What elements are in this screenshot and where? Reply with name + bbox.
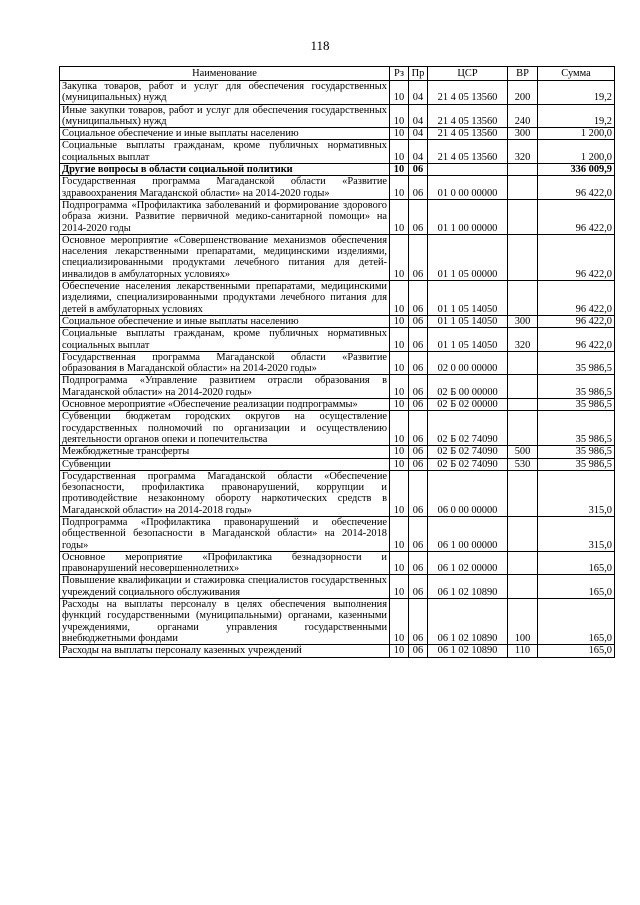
cell-pr: 06 — [409, 328, 428, 352]
cell-vr — [508, 176, 538, 200]
cell-pr: 06 — [409, 446, 428, 458]
cell-name: Социальные выплаты гражданам, кроме публичных нормативных социальных выплат — [60, 328, 390, 352]
header-rz: Рз — [390, 67, 409, 81]
table-row — [60, 315, 615, 327]
cell-pr: 06 — [409, 575, 428, 599]
cell-vr — [508, 351, 538, 375]
cell-sum: 165,0 — [538, 599, 615, 645]
cell-rz: 10 — [390, 399, 409, 411]
cell-csr: 06 1 02 10890 — [428, 645, 508, 657]
cell-csr: 06 0 00 00000 — [428, 470, 508, 516]
cell-csr — [428, 164, 508, 176]
cell-csr: 21 4 05 13560 — [428, 128, 508, 140]
cell-pr: 06 — [409, 458, 428, 470]
cell-vr: 320 — [508, 328, 538, 352]
cell-vr — [508, 375, 538, 399]
table-row — [60, 281, 615, 316]
table-row — [60, 351, 615, 375]
header-sum: Сумма — [538, 67, 615, 81]
table-row — [60, 446, 615, 458]
cell-vr: 240 — [508, 104, 538, 128]
cell-name: Государственная программа Магаданской области «Обеспечение безопасности, профилактика правонарушений, коррупции и противодействие незаконному обороту наркотических средств в Магаданской области» на 2014-2018 годы» — [60, 470, 390, 516]
cell-vr: 320 — [508, 140, 538, 164]
cell-sum: 35 986,5 — [538, 351, 615, 375]
cell-rz: 10 — [390, 315, 409, 327]
cell-vr: 300 — [508, 315, 538, 327]
cell-csr: 02 Б 02 00000 — [428, 399, 508, 411]
cell-csr: 01 1 05 14050 — [428, 281, 508, 316]
header-name: Наименование — [60, 67, 390, 81]
cell-pr: 06 — [409, 199, 428, 234]
cell-pr: 06 — [409, 164, 428, 176]
cell-name: Субвенции бюджетам городских округов на осуществление государственных полномочий по организации и осуществлению деятельности органов опеки и попечительства — [60, 411, 390, 446]
table-header-row — [60, 67, 615, 81]
cell-name: Закупка товаров, работ и услуг для обеспечения государственных (муниципальных) нужд — [60, 81, 390, 105]
cell-csr: 06 1 02 10890 — [428, 575, 508, 599]
table-row — [60, 411, 615, 446]
cell-csr: 21 4 05 13560 — [428, 81, 508, 105]
header-csr: ЦСР — [428, 67, 508, 81]
cell-rz: 10 — [390, 516, 409, 551]
cell-name: Социальное обеспечение и иные выплаты населению — [60, 315, 390, 327]
cell-pr: 04 — [409, 140, 428, 164]
cell-name: Обеспечение населения лекарственными препаратами, медицинскими изделиями, специализированными продуктами лечебного питания для детей в амбулаторных условиях — [60, 281, 390, 316]
cell-vr — [508, 516, 538, 551]
cell-rz: 10 — [390, 599, 409, 645]
table-row — [60, 328, 615, 352]
cell-sum: 35 986,5 — [538, 458, 615, 470]
cell-sum: 96 422,0 — [538, 234, 615, 280]
cell-pr: 06 — [409, 375, 428, 399]
table-row — [60, 104, 615, 128]
cell-vr: 200 — [508, 81, 538, 105]
cell-csr: 01 1 05 00000 — [428, 234, 508, 280]
cell-vr — [508, 199, 538, 234]
cell-pr: 06 — [409, 551, 428, 575]
cell-sum: 35 986,5 — [538, 399, 615, 411]
cell-name: Основное мероприятие «Обеспечение реализации подпрограммы» — [60, 399, 390, 411]
table-row — [60, 164, 615, 176]
cell-rz: 10 — [390, 234, 409, 280]
cell-rz: 10 — [390, 446, 409, 458]
cell-rz: 10 — [390, 281, 409, 316]
cell-sum: 315,0 — [538, 470, 615, 516]
cell-sum: 1 200,0 — [538, 140, 615, 164]
cell-vr: 530 — [508, 458, 538, 470]
cell-pr: 06 — [409, 315, 428, 327]
cell-vr — [508, 470, 538, 516]
table-row — [60, 458, 615, 470]
cell-rz: 10 — [390, 351, 409, 375]
cell-name: Иные закупки товаров, работ и услуг для обеспечения государственных (муниципальных) нужд — [60, 104, 390, 128]
cell-rz: 10 — [390, 375, 409, 399]
cell-sum: 96 422,0 — [538, 328, 615, 352]
cell-pr: 06 — [409, 470, 428, 516]
cell-sum: 96 422,0 — [538, 199, 615, 234]
cell-name: Субвенции — [60, 458, 390, 470]
cell-name: Повышение квалификации и стажировка специалистов государственных учреждений социального обслуживания — [60, 575, 390, 599]
cell-pr: 06 — [409, 645, 428, 657]
cell-pr: 06 — [409, 176, 428, 200]
cell-rz: 10 — [390, 176, 409, 200]
cell-pr: 06 — [409, 351, 428, 375]
cell-rz: 10 — [390, 575, 409, 599]
cell-sum: 165,0 — [538, 645, 615, 657]
cell-pr: 06 — [409, 399, 428, 411]
table-row — [60, 128, 615, 140]
table-row — [60, 516, 615, 551]
table-row — [60, 599, 615, 645]
cell-name: Социальное обеспечение и иные выплаты населению — [60, 128, 390, 140]
cell-csr: 01 1 05 14050 — [428, 315, 508, 327]
table-row — [60, 81, 615, 105]
cell-name: Социальные выплаты гражданам, кроме публичных нормативных социальных выплат — [60, 140, 390, 164]
cell-vr: 500 — [508, 446, 538, 458]
cell-vr — [508, 281, 538, 316]
table-row — [60, 575, 615, 599]
cell-name: Подпрограмма «Профилактика заболеваний и формирование здорового образа жизни. Развитие первичной медико-санитарной помощи» на 2014-2020 годы — [60, 199, 390, 234]
cell-csr: 06 1 02 00000 — [428, 551, 508, 575]
cell-sum: 19,2 — [538, 104, 615, 128]
cell-vr: 300 — [508, 128, 538, 140]
cell-rz: 10 — [390, 128, 409, 140]
cell-name: Подпрограмма «Профилактика правонарушений и обеспечение общественной безопасности в Магаданской области» на 2014-2018 годы» — [60, 516, 390, 551]
cell-sum: 96 422,0 — [538, 315, 615, 327]
cell-rz: 10 — [390, 328, 409, 352]
cell-sum: 165,0 — [538, 551, 615, 575]
table-row — [60, 199, 615, 234]
cell-sum: 19,2 — [538, 81, 615, 105]
cell-rz: 10 — [390, 199, 409, 234]
table-body — [60, 81, 615, 658]
cell-name: Государственная программа Магаданской области «Развитие здравоохранения Магаданской области» на 2014-2020 годы» — [60, 176, 390, 200]
cell-vr — [508, 164, 538, 176]
cell-rz: 10 — [390, 164, 409, 176]
cell-rz: 10 — [390, 645, 409, 657]
table-row — [60, 470, 615, 516]
cell-csr: 21 4 05 13560 — [428, 140, 508, 164]
budget-table — [59, 66, 615, 658]
cell-csr: 02 Б 02 74090 — [428, 446, 508, 458]
cell-sum: 96 422,0 — [538, 176, 615, 200]
table-row — [60, 176, 615, 200]
cell-pr: 06 — [409, 599, 428, 645]
table-row — [60, 375, 615, 399]
cell-csr: 21 4 05 13560 — [428, 104, 508, 128]
table-row — [60, 551, 615, 575]
cell-csr: 02 Б 02 74090 — [428, 458, 508, 470]
cell-name: Основное мероприятие «Совершенствование механизмов обеспечения населения лекарственными препаратами, медицинскими изделиями, специализированными продуктами лечебного питания для детей-инвалидов в амбулаторных условиях» — [60, 234, 390, 280]
cell-sum: 336 009,9 — [538, 164, 615, 176]
cell-name: Основное мероприятие «Профилактика безнадзорности и правонарушений несовершеннолетних» — [60, 551, 390, 575]
cell-csr: 02 0 00 00000 — [428, 351, 508, 375]
cell-rz: 10 — [390, 458, 409, 470]
cell-sum: 165,0 — [538, 575, 615, 599]
cell-pr: 04 — [409, 128, 428, 140]
cell-csr: 01 1 00 00000 — [428, 199, 508, 234]
cell-rz: 10 — [390, 104, 409, 128]
cell-vr — [508, 551, 538, 575]
cell-vr — [508, 575, 538, 599]
cell-csr: 02 Б 00 00000 — [428, 375, 508, 399]
cell-pr: 06 — [409, 411, 428, 446]
cell-csr: 02 Б 02 74090 — [428, 411, 508, 446]
cell-rz: 10 — [390, 411, 409, 446]
cell-sum: 35 986,5 — [538, 375, 615, 399]
cell-vr — [508, 399, 538, 411]
cell-sum: 96 422,0 — [538, 281, 615, 316]
cell-pr: 04 — [409, 81, 428, 105]
cell-name: Подпрограмма «Управление развитием отрасли образования в Магаданской области» на 2014-2020 годы» — [60, 375, 390, 399]
cell-name: Расходы на выплаты персоналу в целях обеспечения выполнения функций государственными (муниципальными) органами, казенными учреждениями, органами управления государственными внебюджетными фондами — [60, 599, 390, 645]
table-row — [60, 234, 615, 280]
cell-pr: 06 — [409, 516, 428, 551]
table-row — [60, 645, 615, 657]
cell-rz: 10 — [390, 551, 409, 575]
header-pr: Пр — [409, 67, 428, 81]
cell-rz: 10 — [390, 140, 409, 164]
cell-name: Другие вопросы в области социальной политики — [60, 164, 390, 176]
table-row — [60, 140, 615, 164]
cell-name: Государственная программа Магаданской области «Развитие образования в Магаданской области» на 2014-2020 годы» — [60, 351, 390, 375]
cell-sum: 1 200,0 — [538, 128, 615, 140]
cell-vr — [508, 234, 538, 280]
cell-pr: 06 — [409, 234, 428, 280]
cell-vr: 110 — [508, 645, 538, 657]
cell-name: Расходы на выплаты персоналу казенных учреждений — [60, 645, 390, 657]
cell-vr — [508, 411, 538, 446]
cell-rz: 10 — [390, 470, 409, 516]
cell-vr: 100 — [508, 599, 538, 645]
cell-rz: 10 — [390, 81, 409, 105]
cell-sum: 35 986,5 — [538, 411, 615, 446]
cell-csr: 01 1 05 14050 — [428, 328, 508, 352]
cell-csr: 01 0 00 00000 — [428, 176, 508, 200]
cell-csr: 06 1 02 10890 — [428, 599, 508, 645]
cell-sum: 35 986,5 — [538, 446, 615, 458]
page-number: 118 — [310, 38, 330, 53]
header-vr: ВР — [508, 67, 538, 81]
cell-pr: 04 — [409, 104, 428, 128]
table-row — [60, 399, 615, 411]
cell-pr: 06 — [409, 281, 428, 316]
cell-csr: 06 1 00 00000 — [428, 516, 508, 551]
cell-sum: 315,0 — [538, 516, 615, 551]
cell-name: Межбюджетные трансферты — [60, 446, 390, 458]
